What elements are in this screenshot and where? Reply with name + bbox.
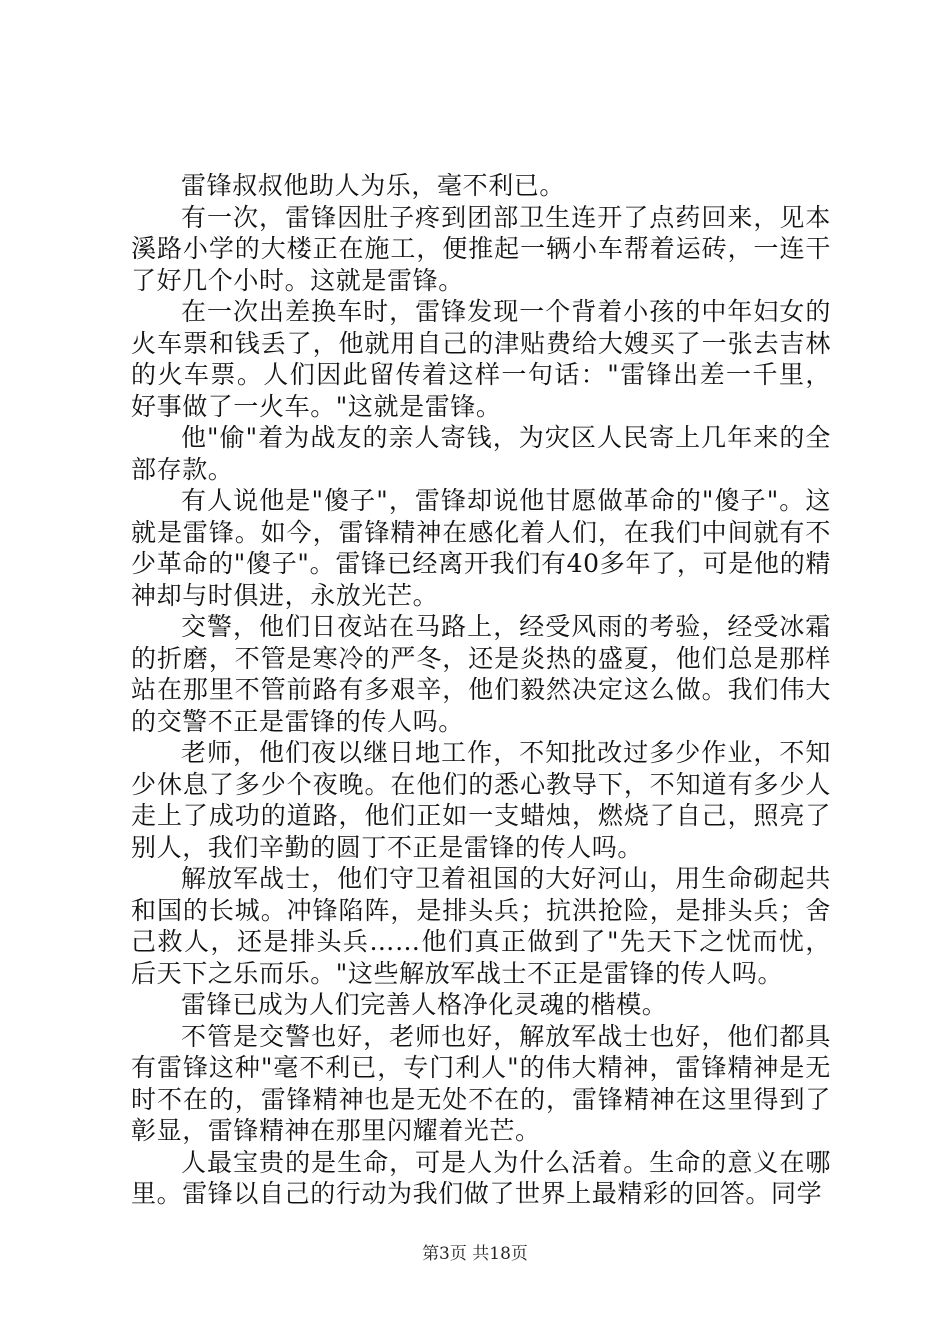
page-footer [0, 1239, 950, 1264]
paragraph-8: 解放军战士，他们守卫着祖国的大好河山，用生命砌起共和国的长城。冲锋陷阵，是排头兵；抗洪抢险，是排头兵；舍己救人，还是排头兵……他们真正做到了"先天下之忧而忧，后天下之乐而乐。"这些解放军战士不正是雷锋的传人吗。 [131, 864, 831, 988]
paragraph-6: 交警，他们日夜站在马路上，经受风雨的考验，经受冰霜的折磨，不管是寒冷的严冬，还是炎热的盛夏，他们总是那样站在那里不管前路有多艰辛，他们毅然决定这么做。我们伟大的交警不正是雷锋的传人吗。 [131, 612, 831, 736]
paragraph-7: 老师，他们夜以继日地工作，不知批改过多少作业，不知少休息了多少个夜晚。在他们的悉心教导下，不知道有多少人走上了成功的道路，他们正如一支蜡烛，燃烧了自己，照亮了别人，我们辛勤的圆丁不正是雷锋的传人吗。 [131, 738, 831, 862]
paragraph-2: 有一次，雷锋因肚子疼到团部卫生连开了点药回来，见本溪路小学的大楼正在施工，便推起一辆小车帮着运砖，一连干了好几个小时。这就是雷锋。 [131, 202, 831, 295]
paragraph-3: 在一次出差换车时，雷锋发现一个背着小孩的中年妇女的火车票和钱丢了，他就用自己的津贴费给大嫂买了一张去吉林的火车票。人们因此留传着这样一句话："雷锋出差一千里，好事做了一火车。"这就是雷锋。 [131, 297, 831, 421]
page-number-label: 第3页 共18页 [422, 1244, 528, 1264]
paragraph-10: 不管是交警也好，老师也好，解放军战士也好，他们都具有雷锋这种"毫不利已，专门利人"的伟大精神，雷锋精神是无时不在的，雷锋精神也是无处不在的，雷锋精神在这里得到了彰显，雷锋精神在那里闪耀着光芒。 [131, 1021, 831, 1145]
paragraph-5: 有人说他是"傻子"，雷锋却说他甘愿做革命的"傻子"。这就是雷锋。如今，雷锋精神在感化着人们，在我们中间就有不少革命的"傻子"。雷锋已经离开我们有40多年了，可是他的精神却与时俱进，永放光芒。 [131, 486, 831, 610]
paragraph-1: 雷锋叔叔他助人为乐，毫不利已。 [181, 171, 566, 200]
document-body [131, 170, 831, 1210]
paragraph-11: 人最宝贵的是生命，可是人为什么活着。生命的意义在哪里。雷锋以自己的行动为我们做了世界上最精彩的回答。同学 [131, 1147, 831, 1208]
paragraph-9: 雷锋已成为人们完善人格净化灵魂的楷模。 [181, 990, 668, 1019]
paragraph-4: 他"偷"着为战友的亲人寄钱，为灾区人民寄上几年来的全部存款。 [131, 423, 831, 484]
